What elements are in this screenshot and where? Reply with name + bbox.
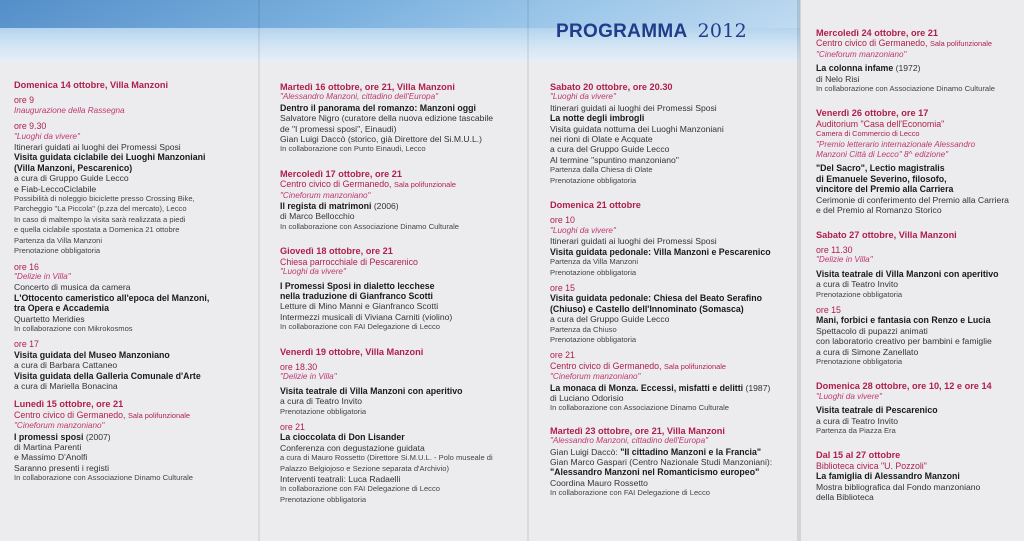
- film-year: (1972): [895, 63, 921, 74]
- event-title: La notte degli imbrogli: [550, 113, 645, 124]
- event-note: In collaborazione con Mikrokosmos: [14, 323, 133, 333]
- event-title: Visita teatrale di Villa Manzoni con aperitivo: [816, 268, 999, 279]
- event-title: Il regista di matrimoni: [280, 201, 372, 212]
- film-title-line: [550, 383, 790, 393]
- event-title: tra Opera e Accademia: [14, 303, 110, 314]
- event-text: Coordina Mauro Rossetto: [550, 477, 648, 488]
- event-series: "Luoghi da vivere": [14, 131, 80, 141]
- event-title: (Chiuso) e Castello dell'Innominato (Somasca): [550, 303, 744, 314]
- event-note: a cura di Mauro Rossetto (Direttore Si.M.U.L. - Polo museale di: [280, 453, 493, 463]
- event-note: In collaborazione con Punto Einaudi, Lecco: [280, 144, 426, 154]
- event-text: Salvatore Nigro (curatore della nuova edizione tascabile: [280, 113, 494, 124]
- event-note: Prenotazione obbligatoria: [280, 494, 367, 504]
- event-date: Domenica 14 ottobre, Villa Manzoni: [14, 80, 169, 90]
- event-venue: Centro civico di Germanedo, Sala polifunzionale: [14, 409, 190, 420]
- event-series: Inaugurazione della Rassegna: [14, 105, 125, 115]
- event-text: Concerto di musica da camera: [14, 282, 131, 293]
- event-note: In collaborazione con Associazione Dinamo Culturale: [816, 84, 995, 94]
- event-text: della Biblioteca: [816, 492, 874, 503]
- event-time: ore 18.30: [280, 361, 318, 372]
- film-year: (2007): [85, 431, 111, 442]
- event-date: Sabato 20 ottobre, ore 20.30: [550, 82, 673, 92]
- event-text: nei rioni di Olate e Acquate: [550, 134, 653, 145]
- event-date: Sabato 27 ottobre, Villa Manzoni: [816, 229, 957, 240]
- event-title: La monaca di Monza. Eccessi, misfatti e delitti: [550, 382, 744, 393]
- event-text: Itinerari guidati ai luoghi dei Promessi Sposi: [14, 142, 181, 153]
- event-title: vincitore del Premio alla Carriera: [816, 184, 954, 195]
- event-text: e del Premio al Romanzo Storico: [816, 205, 942, 216]
- event-date: Domenica 21 ottobre: [550, 200, 641, 211]
- event-series: "Delizie in Villa": [816, 255, 873, 265]
- event-series: "Premio letterario internazionale Alessandro: [816, 139, 976, 149]
- event-note: In collaborazione con FAI Delegazione di Lecco: [280, 484, 440, 494]
- event-text: Cerimonie di conferimento del Premio alla Carriera: [816, 194, 1009, 205]
- fold-line: [527, 0, 529, 541]
- event-note: Partenza da Villa Manzoni: [550, 257, 639, 267]
- event-text: de "I promessi sposi", Einaudi): [280, 123, 397, 134]
- film-year: (1987): [745, 382, 771, 393]
- event-text: di Martina Parenti: [14, 442, 82, 452]
- event-text: Gian Luigi Daccò:: [550, 446, 618, 457]
- event-text: Al termine "spuntino manzoniano": [550, 154, 679, 165]
- event-note: Prenotazione obbligatoria: [550, 267, 637, 277]
- event-title: La cioccolata di Don Lisander: [280, 432, 405, 443]
- event-venue: Centro civico di Germanedo, Sala polifunzionale: [816, 38, 992, 49]
- program-column-2: [280, 82, 520, 505]
- event-text: Saranno presenti i registi: [14, 462, 110, 473]
- event-title: Visita teatrale di Pescarenico: [816, 405, 938, 416]
- event-text: Gian Luigi Daccò (storico, già Direttore del Si.M.U.L.): [280, 134, 483, 145]
- event-venue: Centro civico di Germanedo, Sala polifunzionale: [280, 179, 456, 190]
- event-series: "Cineforum manzoniano": [816, 49, 907, 59]
- event-title: nella traduzione di Gianfranco Scotti: [280, 290, 433, 301]
- event-title: Mani, forbici e fantasia con Renzo e Lucia: [816, 315, 991, 326]
- event-note: Prenotazione obbligatoria: [816, 356, 903, 366]
- program-column-3: [550, 82, 790, 499]
- event-title: "Del Sacro", Lectio magistralis: [816, 163, 945, 174]
- event-title: Visita guidata del Museo Manzoniano: [14, 349, 170, 360]
- event-note: Partenza dalla Chiesa di Olate: [550, 165, 653, 175]
- speaker-line: [550, 447, 790, 457]
- event-text: con laboratorio creativo per bambini e famiglie: [816, 336, 992, 347]
- event-series: "Luoghi da vivere": [550, 92, 616, 102]
- event-series: "Luoghi da vivere": [550, 225, 616, 235]
- event-series: "Cineforum manzoniano": [14, 421, 105, 431]
- event-title: La famiglia di Alessandro Manzoni: [816, 471, 960, 482]
- event-note: e quella ciclabile spostata a Domenica 21 ottobre: [14, 225, 180, 235]
- venue-room: Sala polifunzionale: [663, 361, 726, 371]
- event-note: In collaborazione con FAI Delegazione di Lecco: [280, 322, 440, 332]
- event-note: Partenza da Chiuso: [550, 324, 617, 334]
- event-series: "Luoghi da vivere": [280, 267, 346, 277]
- film-title-line: [14, 432, 252, 442]
- event-text: a cura di Barbara Cattaneo: [14, 360, 118, 371]
- event-title: L'Ottocento cameristico all'epoca del Manzoni,: [14, 292, 210, 303]
- event-venue: Centro civico di Germanedo, Sala polifunzionale: [550, 360, 726, 371]
- program-column-4: [816, 28, 1020, 502]
- event-series: "Delizie in Villa": [280, 372, 337, 382]
- event-text: Intermezzi musicali di Viviana Carniti (violino): [280, 311, 453, 322]
- event-text: Itinerari guidati ai luoghi dei Promessi Sposi: [550, 236, 717, 247]
- venue-room: Sala polifunzionale: [393, 180, 456, 190]
- event-note: Prenotazione obbligatoria: [816, 289, 903, 299]
- event-note: Partenza da Villa Manzoni: [14, 235, 103, 245]
- event-time: ore 15: [550, 282, 575, 293]
- venue-room: Sala polifunzionale: [127, 410, 190, 420]
- event-text: di Marco Bellocchio: [280, 211, 355, 222]
- event-title: Visita guidata della Galleria Comunale d'Arte: [14, 370, 201, 381]
- event-note: In collaborazione con Associazione Dinamo Culturale: [550, 403, 729, 413]
- event-time: ore 15: [816, 304, 841, 315]
- event-note: In caso di maltempo la visita sarà realizzata a piedi: [14, 214, 186, 224]
- program-year: 2012: [697, 20, 748, 42]
- event-text: Letture di Mino Manni e Gianfranco Scotti: [280, 301, 439, 312]
- event-time: ore 16: [14, 261, 39, 272]
- event-note: In collaborazione con FAI Delegazione di Lecco: [550, 488, 710, 498]
- event-title: "Alessandro Manzoni nel Romanticismo europeo": [550, 467, 760, 478]
- event-note: Palazzo Belgiojoso e Sezione separata d'Archivio): [280, 463, 450, 473]
- event-time: ore 9: [14, 95, 35, 106]
- event-title: "Il cittadino Manzoni e la Francia": [620, 446, 762, 457]
- event-note: In collaborazione con Associazione Dinamo Culturale: [14, 473, 193, 483]
- event-title: Visita guidata ciclabile dei Luoghi Manzoniani: [14, 152, 206, 163]
- event-date: Martedì 23 ottobre, ore 21, Villa Manzoni: [550, 425, 725, 436]
- event-text: a cura di Teatro Invito: [816, 415, 899, 426]
- event-text: Conferenza con degustazione guidata: [280, 442, 425, 453]
- event-title: Visita guidata pedonale: Chiesa del Beato Serafino: [550, 293, 762, 304]
- fold-line: [797, 0, 801, 541]
- event-time: ore 21: [280, 421, 305, 432]
- event-title: I Promessi Sposi in dialetto lecchese: [280, 280, 435, 291]
- event-date: Martedì 16 ottobre, ore 21, Villa Manzoni: [280, 82, 455, 92]
- event-text: a cura del Gruppo Guide Lecco: [550, 314, 670, 325]
- event-title: La colonna infame: [816, 63, 894, 74]
- event-text: e Fiab-LeccoCiclabile: [14, 183, 97, 194]
- event-text: a cura di Teatro Invito: [280, 396, 363, 407]
- event-text: Quartetto Meridies: [14, 313, 85, 324]
- event-series: "Delizie in Villa": [14, 271, 71, 281]
- event-date: Venerdì 26 ottobre, ore 17: [816, 108, 929, 119]
- event-text: a cura di Mariella Bonacina: [14, 380, 118, 391]
- event-note: Prenotazione obbligatoria: [550, 334, 637, 344]
- event-title: (Villa Manzoni, Pescarenico): [14, 162, 133, 173]
- event-series: "Alessandro Manzoni, cittadino dell'Europa": [550, 436, 709, 446]
- event-series: "Alessandro Manzoni, cittadino dell'Europa": [280, 92, 439, 102]
- event-text: Gian Marco Gaspari (Centro Nazionale Studi Manzoniani):: [550, 457, 773, 467]
- event-date: Giovedì 18 ottobre, ore 21: [280, 246, 393, 257]
- event-title: Dentro il panorama del romanzo: Manzoni oggi: [280, 102, 476, 113]
- event-note: In collaborazione con Associazione Dinamo Culturale: [280, 221, 459, 231]
- event-series: "Cineforum manzoniano": [280, 190, 371, 200]
- event-venue: Chiesa parrocchiale di Pescarenico: [280, 256, 418, 267]
- event-text: a cura di Teatro Invito: [816, 279, 899, 290]
- event-title: di Emanuele Severino, filosofo,: [816, 173, 947, 184]
- film-title-line: [280, 201, 520, 211]
- event-series: "Luoghi da vivere": [816, 391, 882, 401]
- page-title: PROGRAMMA 2012: [556, 20, 748, 42]
- event-title: Visita guidata pedonale: Villa Manzoni e Pescarenico: [550, 246, 771, 257]
- event-note: Prenotazione obbligatoria: [280, 406, 367, 416]
- event-time: ore 17: [14, 339, 39, 350]
- film-year: (2006): [373, 201, 399, 212]
- event-venue: Auditorium "Casa dell'Economia": [816, 118, 945, 129]
- event-venue: Biblioteca civica "U. Pozzoli": [816, 460, 927, 471]
- event-venue-detail: Camera di Commercio di Lecco: [816, 129, 920, 139]
- event-text: a cura del Gruppo Guide Lecco: [550, 144, 670, 155]
- event-time: ore 21: [550, 350, 575, 361]
- venue-room: Sala polifunzionale: [929, 39, 992, 49]
- event-time: ore 11.30: [816, 244, 853, 255]
- event-text: di Nelo Risi: [816, 73, 860, 84]
- program-column-1: [14, 80, 252, 484]
- event-text: Visita guidata notturna dei Luoghi Manzoniani: [550, 123, 724, 134]
- event-text: Interventi teatrali: Luca Radaelli: [280, 474, 401, 484]
- event-text: Spettacolo di pupazzi animati: [816, 325, 928, 336]
- event-title: Visita teatrale di Villa Manzoni con aperitivo: [280, 385, 463, 396]
- event-text: Itinerari guidati ai luoghi dei Promessi Sposi: [550, 102, 717, 113]
- event-date: Mercoledì 24 ottobre, ore 21: [816, 28, 939, 38]
- event-text: Mostra bibliografica dal Fondo manzoniano: [816, 481, 981, 492]
- event-title: I promessi sposi: [14, 431, 84, 442]
- event-text: a cura di Gruppo Guide Lecco: [14, 173, 129, 184]
- event-date: Lunedì 15 ottobre, ore 21: [14, 399, 124, 410]
- event-note: Prenotazione obbligatoria: [550, 175, 637, 185]
- event-date: Mercoledì 17 ottobre, ore 21: [280, 168, 403, 179]
- event-text: a cura di Simone Zanellato: [816, 346, 919, 357]
- event-text: e Massimo D'Anolfi: [14, 452, 88, 463]
- event-note: Prenotazione obbligatoria: [14, 246, 101, 256]
- event-series: Manzoni Città di Lecco" 8^ edizione": [816, 150, 949, 160]
- event-time: ore 9.30: [14, 121, 47, 132]
- event-date: Venerdì 19 ottobre, Villa Manzoni: [280, 346, 424, 357]
- film-title-line: [816, 63, 1020, 73]
- event-note: Possibilità di noleggio biciclette presso Crossing Bike,: [14, 194, 195, 204]
- event-date: Domenica 28 ottobre, ore 10, 12 e ore 14: [816, 381, 992, 392]
- fold-line: [258, 0, 260, 541]
- event-time: ore 10: [550, 215, 575, 226]
- event-note: Parcheggio "La Piccola" (p.zza del mercato), Lecco: [14, 204, 187, 214]
- event-note: Partenza da Piazza Era: [816, 426, 896, 435]
- event-series: "Cineforum manzoniano": [550, 372, 641, 382]
- event-date: Dal 15 al 27 ottobre: [816, 450, 901, 461]
- event-text: di Luciano Odorisio: [550, 392, 624, 403]
